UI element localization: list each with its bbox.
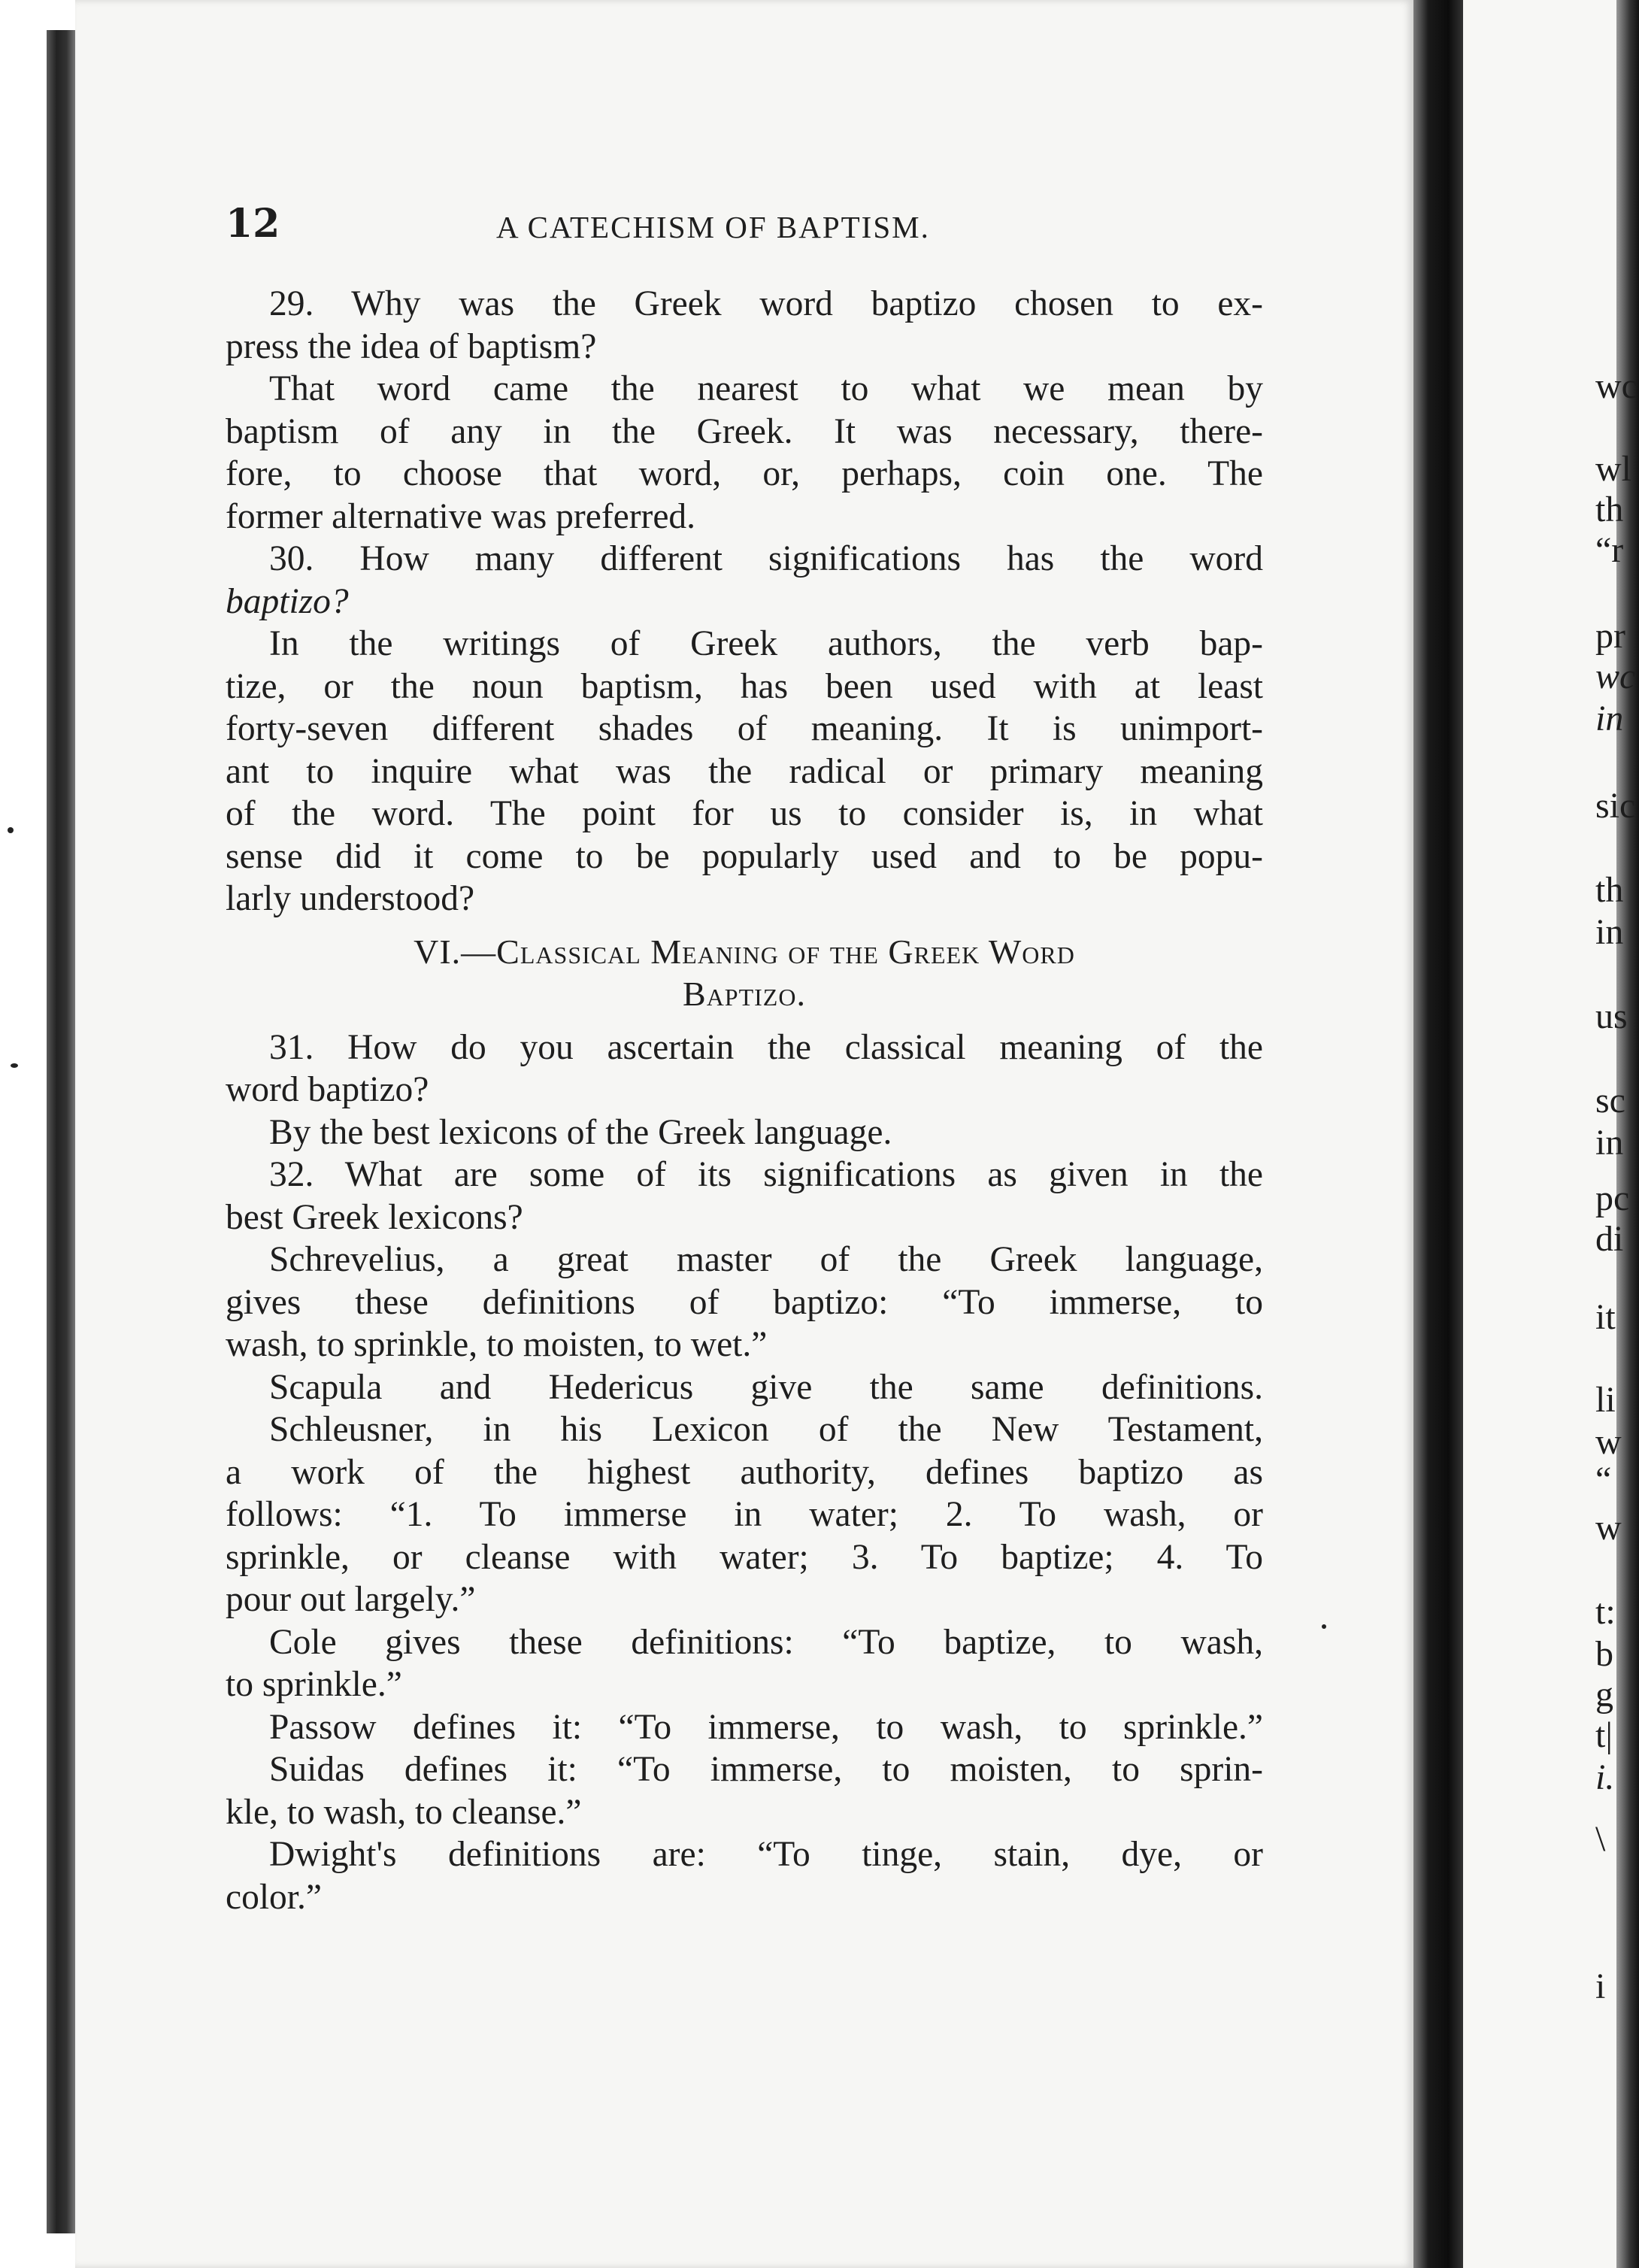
answer-32-line: Schrevelius, a great master of the Greek language, — [269, 1240, 1263, 1279]
answer-30-line: larly understood? — [226, 879, 475, 918]
answer-32-line: Schleusner, in his Lexicon of the New Testament, — [269, 1410, 1263, 1449]
next-page-fragment: i. — [1595, 1757, 1615, 1797]
spacer — [226, 1016, 1263, 1026]
next-page-fragment: pr — [1595, 616, 1625, 656]
answer-29-line: fore, to choose that word, or, perhaps, coin one. The — [226, 454, 1263, 493]
question-32-line: best Greek lexicons? — [226, 1197, 523, 1237]
binding-edge — [47, 30, 75, 2233]
answer-32-line: Passow defines it: “To immerse, to wash, to sprinkle.” — [269, 1707, 1263, 1747]
next-page-fragment: g — [1595, 1675, 1613, 1715]
next-page-fragment: wc — [1595, 366, 1637, 406]
next-page-fragment: t| — [1595, 1715, 1613, 1755]
question-32-line: 32. What are some of its significations as given in the — [269, 1155, 1263, 1194]
answer-32-line: follows: “1. To immerse in water; 2. To wash, or — [226, 1495, 1263, 1534]
answer-30-line: ant to inquire what was the radical or primary meaning — [226, 751, 1263, 791]
next-page-fragment: w — [1595, 1508, 1622, 1548]
next-page-fragment: th — [1595, 870, 1624, 910]
answer-31-line: By the best lexicons of the Greek language. — [269, 1112, 892, 1152]
next-page-fragment: pc — [1595, 1178, 1630, 1218]
answer-32-line: a work of the highest authority, defines baptizo as — [226, 1452, 1263, 1492]
running-head — [226, 203, 1263, 262]
next-page-fragment: “ — [1595, 1460, 1612, 1499]
answer-30-line: of the word. The point for us to consider is, in what — [226, 794, 1263, 833]
answer-32-line: Scapula and Hedericus give the same definitions. — [269, 1367, 1263, 1407]
answer-32-line: wash, to sprinkle, to moisten, to wet.” — [226, 1325, 768, 1364]
question-30-line: 30. How many different significations has the word — [269, 539, 1263, 578]
answer-30-line: In the writings of Greek authors, the verb bap- — [269, 624, 1263, 663]
answer-32-line: gives these definitions of baptizo: “To immerse, to — [226, 1282, 1263, 1322]
question-31-line: 31. How do you ascertain the classical meaning of the — [269, 1027, 1263, 1067]
answer-32-line: pour out largely.” — [226, 1580, 476, 1619]
page-gutter — [1413, 0, 1463, 2268]
answer-32-line: to sprinkle.” — [226, 1665, 402, 1704]
scan-speck — [1322, 1624, 1326, 1629]
running-title: A CATECHISM OF BAPTISM. — [496, 210, 930, 244]
answer-32-line: sprinkle, or cleanse with water; 3. To baptize; 4. To — [226, 1537, 1263, 1577]
next-page-fragment: sic — [1595, 786, 1636, 826]
answer-32-line: Suidas defines it: “To immerse, to moisten, to sprin- — [269, 1750, 1263, 1789]
next-page-fragment: wl — [1595, 449, 1631, 489]
question-29-line: 29. Why was the Greek word baptizo chosen to ex- — [269, 284, 1263, 323]
answer-29-line: former alternative was preferred. — [226, 496, 696, 536]
next-page-fragment: wc — [1595, 656, 1636, 696]
answer-30-line: sense did it come to be popularly used and to be popu- — [226, 836, 1263, 876]
question-31-line: word baptizo? — [226, 1070, 429, 1109]
next-page-fragment: “r — [1595, 530, 1624, 570]
next-page-fragment: \ — [1595, 1819, 1606, 1859]
next-page-fragment: di — [1595, 1219, 1624, 1259]
page-text — [226, 203, 1263, 1918]
answer-32-line: color.” — [226, 1877, 322, 1917]
next-page-fragment: in — [1595, 699, 1624, 738]
next-page-fragment: li — [1595, 1380, 1616, 1420]
scan-speck — [8, 827, 14, 833]
next-page-fragment: w — [1595, 1422, 1622, 1462]
next-page-fragment: sc — [1595, 1081, 1625, 1120]
next-page-fragment: th — [1595, 490, 1624, 529]
next-page-fragment: t: — [1595, 1592, 1616, 1632]
body-text — [226, 283, 1263, 1918]
spacer — [226, 920, 1263, 931]
question-30-line: baptizo? — [226, 581, 349, 621]
section-heading: VI.—Classical Meaning of the Greek Word — [414, 932, 1075, 971]
next-page-sliver — [1463, 0, 1639, 2268]
answer-29-line: That word came the nearest to what we mean by — [269, 369, 1263, 408]
next-page-fragment: it — [1595, 1297, 1616, 1337]
next-page-fragment: i — [1595, 1966, 1606, 2006]
page-number: 12 — [226, 201, 280, 247]
answer-30-line: tize, or the noun baptism, has been used with at least — [226, 666, 1263, 706]
next-page-fragment: b — [1595, 1634, 1613, 1674]
scan-speck — [11, 1063, 18, 1068]
next-page-fragment: in — [1595, 912, 1624, 952]
answer-32-line: Dwight's definitions are: “To tinge, stain, dye, or — [269, 1835, 1263, 1874]
section-heading: Baptizo. — [683, 975, 806, 1013]
answer-32-line: kle, to wash, to cleanse.” — [226, 1792, 582, 1832]
question-29-line: press the idea of baptism? — [226, 326, 597, 366]
next-page-fragment: us — [1595, 996, 1628, 1036]
answer-32-line: Cole gives these definitions: “To baptize, to wash, — [269, 1622, 1263, 1662]
next-page-fragment: in — [1595, 1123, 1624, 1163]
answer-30-line: forty-seven different shades of meaning. It is unimport- — [226, 709, 1263, 748]
answer-29-line: baptism of any in the Greek. It was necessary, there- — [226, 411, 1263, 451]
